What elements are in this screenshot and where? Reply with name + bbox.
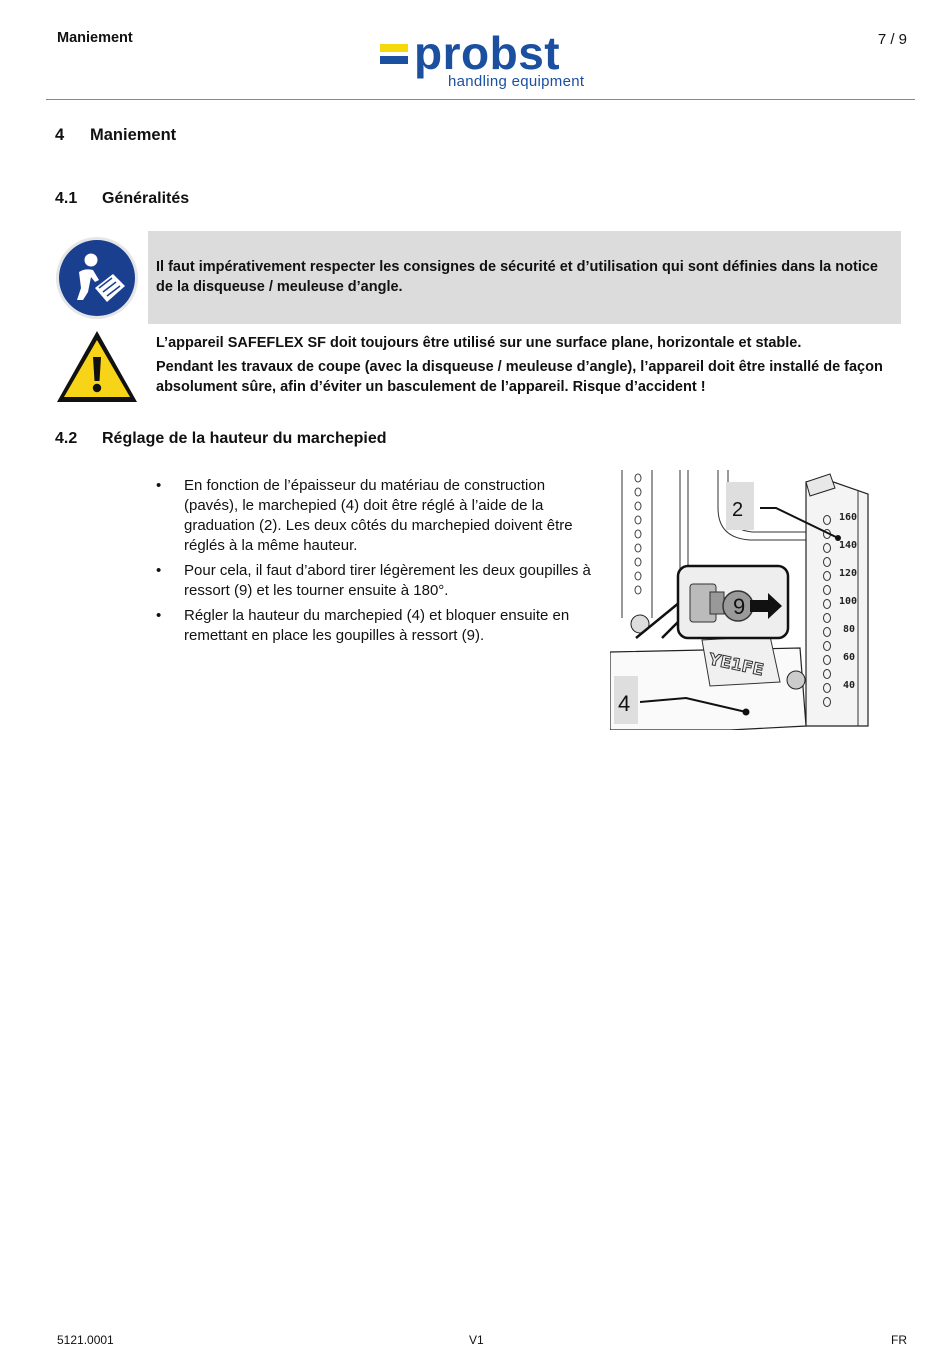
subsection-title: Réglage de la hauteur du marchepied [102,430,387,447]
logo-yellow-bar [380,44,408,52]
warning-triangle-icon [55,329,139,404]
scale-mark-100: 100 [839,596,858,607]
instruction-list [156,476,596,651]
subsection-heading-general [55,190,189,208]
notice-text: Il faut impérativement respecter les consignes de sécurité et d’utilisation qui sont définies dans la notice de la disqueuse / meuleuse d’angle. [156,259,878,295]
header-divider [46,99,915,100]
footer-language: FR [891,1333,907,1347]
scale-mark-60: 60 [843,652,856,663]
warning-line-1: L’appareil SAFEFLEX SF doit toujours être utilisé sur une surface plane, horizontale et stable. [156,335,802,351]
list-item: • Pour cela, il faut d’abord tirer légèrement les deux goupilles à ressort (9) et les tourner ensuite à 180°. [156,561,596,601]
logo-tagline: handling equipment [448,73,585,90]
warning-line-2: Pendant les travaux de coupe (avec la disqueuse / meuleuse d’angle), l’appareil doit être installé de façon absolument sûre, afin d’éviter un basculement de l’appareil. Risque d’accident ! [156,359,883,395]
scale-mark-140: 140 [839,540,858,551]
subsection-heading-step-height [55,430,387,448]
list-item: • En fonction de l’épaisseur du matériau de construction (pavés), le marchepied (4) doit être réglé à l’aide de la graduation (2). Les deux côtés du marchepied doivent être réglés à la même hauteur. [156,476,596,556]
subsection-title: Généralités [102,190,190,207]
footer-version: V1 [469,1333,484,1347]
logo-blue-bar [380,56,408,64]
probst-logo [378,27,593,93]
scale-mark-160: 160 [839,512,858,523]
section-heading [55,126,176,145]
callout-4: 4 [618,691,631,716]
page-number: 7 / 9 [877,31,907,48]
svg-text:YE1FE: YE1FE [707,649,766,680]
section-number: 4 [55,126,65,144]
header-section-title: Maniement [57,30,133,46]
scale-mark-120: 120 [839,568,858,579]
footer-doc-number: 5121.0001 [57,1333,114,1347]
step-adjustment-figure [610,468,875,730]
subsection-number: 4.2 [55,430,78,447]
scale-mark-80: 80 [843,624,856,635]
list-item: • Régler la hauteur du marchepied (4) et bloquer ensuite en remettant en place les goupilles à ressort (9). [156,606,596,646]
scale-mark-40: 40 [843,680,856,691]
section-title: Maniement [90,126,177,144]
logo-wordmark: probst [414,27,561,79]
subsection-number: 4.1 [55,190,78,207]
read-manual-icon [55,236,139,320]
warning-text [156,333,896,401]
callout-2: 2 [732,499,744,521]
notice-box [148,231,901,324]
callout-9: 9 [733,594,746,619]
